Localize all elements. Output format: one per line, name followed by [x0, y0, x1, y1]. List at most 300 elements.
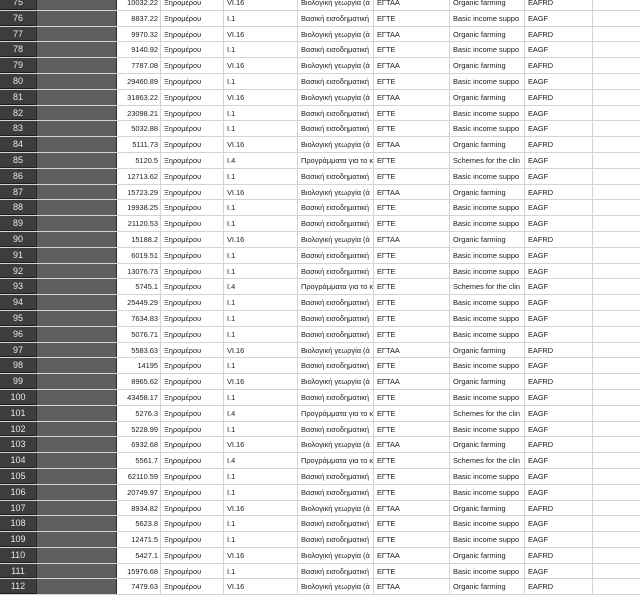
area-cell[interactable]: Ξηρομέρου: [160, 216, 223, 231]
measure-code-cell[interactable]: I.1: [223, 358, 297, 373]
measure-code-cell[interactable]: VI.16: [223, 0, 297, 10]
empty-cell[interactable]: [592, 90, 640, 105]
amount-cell[interactable]: 5745.1: [116, 279, 160, 294]
row-header[interactable]: 85: [0, 153, 36, 168]
row-header[interactable]: 91: [0, 248, 36, 263]
area-cell[interactable]: Ξηρομέρου: [160, 422, 223, 437]
fund-en-cell[interactable]: EAFRD: [524, 579, 592, 594]
row-header[interactable]: 97: [0, 343, 36, 358]
area-cell[interactable]: Ξηρομέρου: [160, 248, 223, 263]
area-cell[interactable]: Ξηρομέρου: [160, 343, 223, 358]
row-header[interactable]: 93: [0, 279, 36, 294]
measure-code-cell[interactable]: VI.16: [223, 548, 297, 563]
amount-cell[interactable]: 12471.5: [116, 532, 160, 547]
hidden-column-cell[interactable]: [36, 579, 116, 594]
fund-cell[interactable]: ΕΓΤΕ: [373, 248, 449, 263]
area-cell[interactable]: Ξηρομέρου: [160, 295, 223, 310]
english-description-cell[interactable]: Basic income suppo: [449, 248, 524, 263]
empty-cell[interactable]: [592, 264, 640, 279]
fund-en-cell[interactable]: EAGF: [524, 532, 592, 547]
fund-en-cell[interactable]: EAGF: [524, 311, 592, 326]
hidden-column-cell[interactable]: [36, 232, 116, 247]
amount-cell[interactable]: 5120.5: [116, 153, 160, 168]
fund-cell[interactable]: ΕΓΤΑΑ: [373, 0, 449, 10]
english-description-cell[interactable]: Schemes for the clin: [449, 406, 524, 421]
hidden-column-cell[interactable]: [36, 264, 116, 279]
row-header[interactable]: 111: [0, 564, 36, 579]
hidden-column-cell[interactable]: [36, 437, 116, 452]
row-header[interactable]: 112: [0, 579, 36, 594]
measure-code-cell[interactable]: I.1: [223, 200, 297, 215]
area-cell[interactable]: Ξηρομέρου: [160, 532, 223, 547]
fund-cell[interactable]: ΕΓΤΕ: [373, 453, 449, 468]
empty-cell[interactable]: [592, 279, 640, 294]
fund-en-cell[interactable]: EAGF: [524, 264, 592, 279]
measure-code-cell[interactable]: VI.16: [223, 374, 297, 389]
area-cell[interactable]: Ξηρομέρου: [160, 106, 223, 121]
area-cell[interactable]: Ξηρομέρου: [160, 264, 223, 279]
fund-cell[interactable]: ΕΓΤΑΑ: [373, 27, 449, 42]
fund-en-cell[interactable]: EAFRD: [524, 374, 592, 389]
amount-cell[interactable]: 29460.89: [116, 74, 160, 89]
empty-cell[interactable]: [592, 311, 640, 326]
empty-cell[interactable]: [592, 74, 640, 89]
area-cell[interactable]: Ξηρομέρου: [160, 121, 223, 136]
measure-code-cell[interactable]: I.1: [223, 485, 297, 500]
english-description-cell[interactable]: Schemes for the clin: [449, 153, 524, 168]
area-cell[interactable]: Ξηρομέρου: [160, 390, 223, 405]
fund-cell[interactable]: ΕΓΤΕ: [373, 327, 449, 342]
row-header[interactable]: 101: [0, 406, 36, 421]
area-cell[interactable]: Ξηρομέρου: [160, 327, 223, 342]
row-header[interactable]: 92: [0, 264, 36, 279]
area-cell[interactable]: Ξηρομέρου: [160, 74, 223, 89]
greek-description-cell[interactable]: Βιολογική γεωργία (ά: [297, 185, 373, 200]
english-description-cell[interactable]: Basic income suppo: [449, 422, 524, 437]
empty-cell[interactable]: [592, 532, 640, 547]
hidden-column-cell[interactable]: [36, 390, 116, 405]
greek-description-cell[interactable]: Βιολογική γεωργία (ά: [297, 579, 373, 594]
fund-en-cell[interactable]: EAGF: [524, 106, 592, 121]
hidden-column-cell[interactable]: [36, 327, 116, 342]
english-description-cell[interactable]: Basic income suppo: [449, 216, 524, 231]
hidden-column-cell[interactable]: [36, 469, 116, 484]
fund-cell[interactable]: ΕΓΤΑΑ: [373, 90, 449, 105]
hidden-column-cell[interactable]: [36, 58, 116, 73]
fund-en-cell[interactable]: EAGF: [524, 327, 592, 342]
greek-description-cell[interactable]: Βιολογική γεωργία (ά: [297, 232, 373, 247]
empty-cell[interactable]: [592, 469, 640, 484]
fund-cell[interactable]: ΕΓΤΕ: [373, 516, 449, 531]
row-header[interactable]: 80: [0, 74, 36, 89]
fund-en-cell[interactable]: EAGF: [524, 295, 592, 310]
english-description-cell[interactable]: Basic income suppo: [449, 327, 524, 342]
area-cell[interactable]: Ξηρομέρου: [160, 58, 223, 73]
row-header[interactable]: 79: [0, 58, 36, 73]
fund-en-cell[interactable]: EAGF: [524, 422, 592, 437]
hidden-column-cell[interactable]: [36, 358, 116, 373]
row-header[interactable]: 78: [0, 42, 36, 57]
area-cell[interactable]: Ξηρομέρου: [160, 200, 223, 215]
fund-cell[interactable]: ΕΓΤΕ: [373, 74, 449, 89]
empty-cell[interactable]: [592, 42, 640, 57]
fund-en-cell[interactable]: EAGF: [524, 485, 592, 500]
greek-description-cell[interactable]: Βιολογική γεωργία (ά: [297, 501, 373, 516]
greek-description-cell[interactable]: Βασική εισοδηματική: [297, 516, 373, 531]
row-header[interactable]: 84: [0, 137, 36, 152]
fund-en-cell[interactable]: EAGF: [524, 153, 592, 168]
row-header[interactable]: 100: [0, 390, 36, 405]
english-description-cell[interactable]: Basic income suppo: [449, 42, 524, 57]
english-description-cell[interactable]: Basic income suppo: [449, 264, 524, 279]
fund-en-cell[interactable]: EAFRD: [524, 232, 592, 247]
amount-cell[interactable]: 15723.29: [116, 185, 160, 200]
fund-en-cell[interactable]: EAFRD: [524, 185, 592, 200]
area-cell[interactable]: Ξηρομέρου: [160, 501, 223, 516]
measure-code-cell[interactable]: VI.16: [223, 579, 297, 594]
amount-cell[interactable]: 5427.1: [116, 548, 160, 563]
english-description-cell[interactable]: Basic income suppo: [449, 516, 524, 531]
greek-description-cell[interactable]: Βιολογική γεωργία (ά: [297, 137, 373, 152]
empty-cell[interactable]: [592, 121, 640, 136]
fund-cell[interactable]: ΕΓΤΕ: [373, 264, 449, 279]
area-cell[interactable]: Ξηρομέρου: [160, 232, 223, 247]
english-description-cell[interactable]: Organic farming: [449, 90, 524, 105]
row-header[interactable]: 82: [0, 106, 36, 121]
fund-en-cell[interactable]: EAFRD: [524, 548, 592, 563]
amount-cell[interactable]: 13076.73: [116, 264, 160, 279]
fund-en-cell[interactable]: EAGF: [524, 279, 592, 294]
amount-cell[interactable]: 7634.83: [116, 311, 160, 326]
empty-cell[interactable]: [592, 248, 640, 263]
hidden-column-cell[interactable]: [36, 295, 116, 310]
greek-description-cell[interactable]: Βασική εισοδηματική: [297, 106, 373, 121]
hidden-column-cell[interactable]: [36, 137, 116, 152]
hidden-column-cell[interactable]: [36, 169, 116, 184]
amount-cell[interactable]: 5076.71: [116, 327, 160, 342]
area-cell[interactable]: Ξηρομέρου: [160, 579, 223, 594]
row-header[interactable]: 89: [0, 216, 36, 231]
amount-cell[interactable]: 5583.63: [116, 343, 160, 358]
greek-description-cell[interactable]: Βιολογική γεωργία (ά: [297, 343, 373, 358]
amount-cell[interactable]: 7479.63: [116, 579, 160, 594]
empty-cell[interactable]: [592, 548, 640, 563]
english-description-cell[interactable]: Organic farming: [449, 501, 524, 516]
empty-cell[interactable]: [592, 185, 640, 200]
amount-cell[interactable]: 20749.97: [116, 485, 160, 500]
greek-description-cell[interactable]: Βασική εισοδηματική: [297, 532, 373, 547]
hidden-column-cell[interactable]: [36, 185, 116, 200]
amount-cell[interactable]: 5623.8: [116, 516, 160, 531]
amount-cell[interactable]: 25449.29: [116, 295, 160, 310]
english-description-cell[interactable]: Organic farming: [449, 343, 524, 358]
amount-cell[interactable]: 15976.68: [116, 564, 160, 579]
english-description-cell[interactable]: Basic income suppo: [449, 390, 524, 405]
fund-cell[interactable]: ΕΓΤΕ: [373, 121, 449, 136]
greek-description-cell[interactable]: Βιολογική γεωργία (ά: [297, 27, 373, 42]
greek-description-cell[interactable]: Βιολογική γεωργία (ά: [297, 437, 373, 452]
area-cell[interactable]: Ξηρομέρου: [160, 374, 223, 389]
measure-code-cell[interactable]: I.1: [223, 532, 297, 547]
fund-en-cell[interactable]: EAGF: [524, 11, 592, 26]
fund-cell[interactable]: ΕΓΤΕ: [373, 422, 449, 437]
area-cell[interactable]: Ξηρομέρου: [160, 437, 223, 452]
greek-description-cell[interactable]: Βασική εισοδηματική: [297, 216, 373, 231]
hidden-column-cell[interactable]: [36, 406, 116, 421]
fund-cell[interactable]: ΕΓΤΑΑ: [373, 579, 449, 594]
english-description-cell[interactable]: Organic farming: [449, 374, 524, 389]
fund-cell[interactable]: ΕΓΤΑΑ: [373, 548, 449, 563]
fund-en-cell[interactable]: EAFRD: [524, 437, 592, 452]
fund-en-cell[interactable]: EAFRD: [524, 27, 592, 42]
measure-code-cell[interactable]: I.4: [223, 453, 297, 468]
row-header[interactable]: 103: [0, 437, 36, 452]
fund-cell[interactable]: ΕΓΤΕ: [373, 358, 449, 373]
fund-en-cell[interactable]: EAGF: [524, 406, 592, 421]
hidden-column-cell[interactable]: [36, 42, 116, 57]
measure-code-cell[interactable]: VI.16: [223, 27, 297, 42]
row-header[interactable]: 83: [0, 121, 36, 136]
area-cell[interactable]: Ξηρομέρου: [160, 137, 223, 152]
measure-code-cell[interactable]: I.1: [223, 516, 297, 531]
row-header[interactable]: 107: [0, 501, 36, 516]
row-header[interactable]: 110: [0, 548, 36, 563]
english-description-cell[interactable]: Organic farming: [449, 232, 524, 247]
greek-description-cell[interactable]: Βιολογική γεωργία (ά: [297, 58, 373, 73]
measure-code-cell[interactable]: I.1: [223, 121, 297, 136]
measure-code-cell[interactable]: I.1: [223, 390, 297, 405]
measure-code-cell[interactable]: I.1: [223, 11, 297, 26]
greek-description-cell[interactable]: Βασική εισοδηματική: [297, 200, 373, 215]
empty-cell[interactable]: [592, 453, 640, 468]
greek-description-cell[interactable]: Βασική εισοδηματική: [297, 358, 373, 373]
row-header[interactable]: 96: [0, 327, 36, 342]
greek-description-cell[interactable]: Προγράμματα για το κ: [297, 453, 373, 468]
measure-code-cell[interactable]: VI.16: [223, 232, 297, 247]
amount-cell[interactable]: 19938.25: [116, 200, 160, 215]
empty-cell[interactable]: [592, 579, 640, 594]
amount-cell[interactable]: 21120.53: [116, 216, 160, 231]
amount-cell[interactable]: 12713.62: [116, 169, 160, 184]
empty-cell[interactable]: [592, 390, 640, 405]
fund-en-cell[interactable]: EAFRD: [524, 501, 592, 516]
greek-description-cell[interactable]: Βασική εισοδηματική: [297, 422, 373, 437]
hidden-column-cell[interactable]: [36, 248, 116, 263]
empty-cell[interactable]: [592, 406, 640, 421]
row-header[interactable]: 94: [0, 295, 36, 310]
row-header[interactable]: 81: [0, 90, 36, 105]
hidden-column-cell[interactable]: [36, 200, 116, 215]
empty-cell[interactable]: [592, 58, 640, 73]
hidden-column-cell[interactable]: [36, 374, 116, 389]
row-header[interactable]: 77: [0, 27, 36, 42]
row-header[interactable]: 109: [0, 532, 36, 547]
fund-cell[interactable]: ΕΓΤΑΑ: [373, 374, 449, 389]
measure-code-cell[interactable]: VI.16: [223, 437, 297, 452]
hidden-column-cell[interactable]: [36, 153, 116, 168]
english-description-cell[interactable]: Organic farming: [449, 0, 524, 10]
area-cell[interactable]: Ξηρομέρου: [160, 453, 223, 468]
empty-cell[interactable]: [592, 485, 640, 500]
amount-cell[interactable]: 31863.22: [116, 90, 160, 105]
english-description-cell[interactable]: Basic income suppo: [449, 11, 524, 26]
empty-cell[interactable]: [592, 169, 640, 184]
measure-code-cell[interactable]: VI.16: [223, 90, 297, 105]
row-header[interactable]: 108: [0, 516, 36, 531]
row-header[interactable]: 99: [0, 374, 36, 389]
measure-code-cell[interactable]: I.1: [223, 295, 297, 310]
row-header[interactable]: 102: [0, 422, 36, 437]
hidden-column-cell[interactable]: [36, 516, 116, 531]
fund-en-cell[interactable]: EAGF: [524, 42, 592, 57]
empty-cell[interactable]: [592, 200, 640, 215]
hidden-column-cell[interactable]: [36, 501, 116, 516]
row-header[interactable]: 87: [0, 185, 36, 200]
fund-en-cell[interactable]: EAGF: [524, 390, 592, 405]
row-header[interactable]: 86: [0, 169, 36, 184]
measure-code-cell[interactable]: I.1: [223, 327, 297, 342]
row-header[interactable]: 98: [0, 358, 36, 373]
hidden-column-cell[interactable]: [36, 11, 116, 26]
measure-code-cell[interactable]: I.1: [223, 42, 297, 57]
greek-description-cell[interactable]: Βασική εισοδηματική: [297, 169, 373, 184]
amount-cell[interactable]: 8965.62: [116, 374, 160, 389]
measure-code-cell[interactable]: I.4: [223, 279, 297, 294]
measure-code-cell[interactable]: I.1: [223, 106, 297, 121]
fund-en-cell[interactable]: EAFRD: [524, 90, 592, 105]
fund-en-cell[interactable]: EAFRD: [524, 58, 592, 73]
hidden-column-cell[interactable]: [36, 121, 116, 136]
measure-code-cell[interactable]: I.1: [223, 469, 297, 484]
fund-cell[interactable]: ΕΓΤΕ: [373, 564, 449, 579]
empty-cell[interactable]: [592, 358, 640, 373]
area-cell[interactable]: Ξηρομέρου: [160, 279, 223, 294]
fund-en-cell[interactable]: EAGF: [524, 169, 592, 184]
amount-cell[interactable]: 5228.99: [116, 422, 160, 437]
greek-description-cell[interactable]: Βιολογική γεωργία (ά: [297, 90, 373, 105]
fund-cell[interactable]: ΕΓΤΕ: [373, 279, 449, 294]
fund-cell[interactable]: ΕΓΤΕ: [373, 295, 449, 310]
fund-en-cell[interactable]: EAGF: [524, 358, 592, 373]
hidden-column-cell[interactable]: [36, 453, 116, 468]
empty-cell[interactable]: [592, 343, 640, 358]
english-description-cell[interactable]: Basic income suppo: [449, 200, 524, 215]
english-description-cell[interactable]: Basic income suppo: [449, 469, 524, 484]
measure-code-cell[interactable]: I.1: [223, 264, 297, 279]
area-cell[interactable]: Ξηρομέρου: [160, 469, 223, 484]
fund-en-cell[interactable]: EAGF: [524, 216, 592, 231]
measure-code-cell[interactable]: I.1: [223, 422, 297, 437]
area-cell[interactable]: Ξηρομέρου: [160, 0, 223, 10]
greek-description-cell[interactable]: Βασική εισοδηματική: [297, 74, 373, 89]
empty-cell[interactable]: [592, 11, 640, 26]
amount-cell[interactable]: 8934.82: [116, 501, 160, 516]
measure-code-cell[interactable]: I.1: [223, 169, 297, 184]
measure-code-cell[interactable]: VI.16: [223, 185, 297, 200]
english-description-cell[interactable]: Basic income suppo: [449, 169, 524, 184]
row-header[interactable]: 95: [0, 311, 36, 326]
greek-description-cell[interactable]: Βασική εισοδηματική: [297, 469, 373, 484]
greek-description-cell[interactable]: Βασική εισοδηματική: [297, 485, 373, 500]
fund-cell[interactable]: ΕΓΤΕ: [373, 406, 449, 421]
fund-cell[interactable]: ΕΓΤΕ: [373, 200, 449, 215]
fund-en-cell[interactable]: EAFRD: [524, 343, 592, 358]
measure-code-cell[interactable]: I.1: [223, 216, 297, 231]
area-cell[interactable]: Ξηρομέρου: [160, 516, 223, 531]
amount-cell[interactable]: 6019.51: [116, 248, 160, 263]
greek-description-cell[interactable]: Βασική εισοδηματική: [297, 390, 373, 405]
hidden-column-cell[interactable]: [36, 343, 116, 358]
fund-cell[interactable]: ΕΓΤΕ: [373, 106, 449, 121]
english-description-cell[interactable]: Basic income suppo: [449, 106, 524, 121]
empty-cell[interactable]: [592, 0, 640, 10]
greek-description-cell[interactable]: Προγράμματα για το κ: [297, 406, 373, 421]
area-cell[interactable]: Ξηρομέρου: [160, 11, 223, 26]
fund-en-cell[interactable]: EAGF: [524, 248, 592, 263]
measure-code-cell[interactable]: I.1: [223, 311, 297, 326]
fund-en-cell[interactable]: EAGF: [524, 453, 592, 468]
empty-cell[interactable]: [592, 137, 640, 152]
greek-description-cell[interactable]: Βιολογική γεωργία (ά: [297, 548, 373, 563]
empty-cell[interactable]: [592, 216, 640, 231]
row-header[interactable]: 90: [0, 232, 36, 247]
row-header[interactable]: 88: [0, 200, 36, 215]
hidden-column-cell[interactable]: [36, 90, 116, 105]
fund-cell[interactable]: ΕΓΤΕ: [373, 42, 449, 57]
empty-cell[interactable]: [592, 295, 640, 310]
area-cell[interactable]: Ξηρομέρου: [160, 406, 223, 421]
amount-cell[interactable]: 9140.92: [116, 42, 160, 57]
measure-code-cell[interactable]: VI.16: [223, 501, 297, 516]
fund-cell[interactable]: ΕΓΤΑΑ: [373, 185, 449, 200]
amount-cell[interactable]: 10032.22: [116, 0, 160, 10]
fund-cell[interactable]: ΕΓΤΑΑ: [373, 437, 449, 452]
fund-cell[interactable]: ΕΓΤΕ: [373, 11, 449, 26]
english-description-cell[interactable]: Basic income suppo: [449, 311, 524, 326]
fund-en-cell[interactable]: EAGF: [524, 564, 592, 579]
english-description-cell[interactable]: Basic income suppo: [449, 485, 524, 500]
greek-description-cell[interactable]: Βασική εισοδηματική: [297, 248, 373, 263]
fund-cell[interactable]: ΕΓΤΑΑ: [373, 343, 449, 358]
greek-description-cell[interactable]: Βασική εισοδηματική: [297, 295, 373, 310]
english-description-cell[interactable]: Basic income suppo: [449, 358, 524, 373]
row-header[interactable]: 104: [0, 453, 36, 468]
area-cell[interactable]: Ξηρομέρου: [160, 548, 223, 563]
greek-description-cell[interactable]: Βασική εισοδηματική: [297, 564, 373, 579]
greek-description-cell[interactable]: Βασική εισοδηματική: [297, 311, 373, 326]
area-cell[interactable]: Ξηρομέρου: [160, 358, 223, 373]
hidden-column-cell[interactable]: [36, 279, 116, 294]
area-cell[interactable]: Ξηρομέρου: [160, 90, 223, 105]
measure-code-cell[interactable]: I.1: [223, 248, 297, 263]
empty-cell[interactable]: [592, 327, 640, 342]
row-header[interactable]: 76: [0, 11, 36, 26]
fund-cell[interactable]: ΕΓΤΑΑ: [373, 58, 449, 73]
fund-cell[interactable]: ΕΓΤΑΑ: [373, 232, 449, 247]
english-description-cell[interactable]: Organic farming: [449, 548, 524, 563]
area-cell[interactable]: Ξηρομέρου: [160, 169, 223, 184]
hidden-column-cell[interactable]: [36, 485, 116, 500]
area-cell[interactable]: Ξηρομέρου: [160, 153, 223, 168]
area-cell[interactable]: Ξηρομέρου: [160, 42, 223, 57]
amount-cell[interactable]: 7787.08: [116, 58, 160, 73]
empty-cell[interactable]: [592, 437, 640, 452]
area-cell[interactable]: Ξηρομέρου: [160, 311, 223, 326]
row-header[interactable]: 106: [0, 485, 36, 500]
amount-cell[interactable]: 5032.88: [116, 121, 160, 136]
fund-cell[interactable]: ΕΓΤΑΑ: [373, 137, 449, 152]
empty-cell[interactable]: [592, 106, 640, 121]
